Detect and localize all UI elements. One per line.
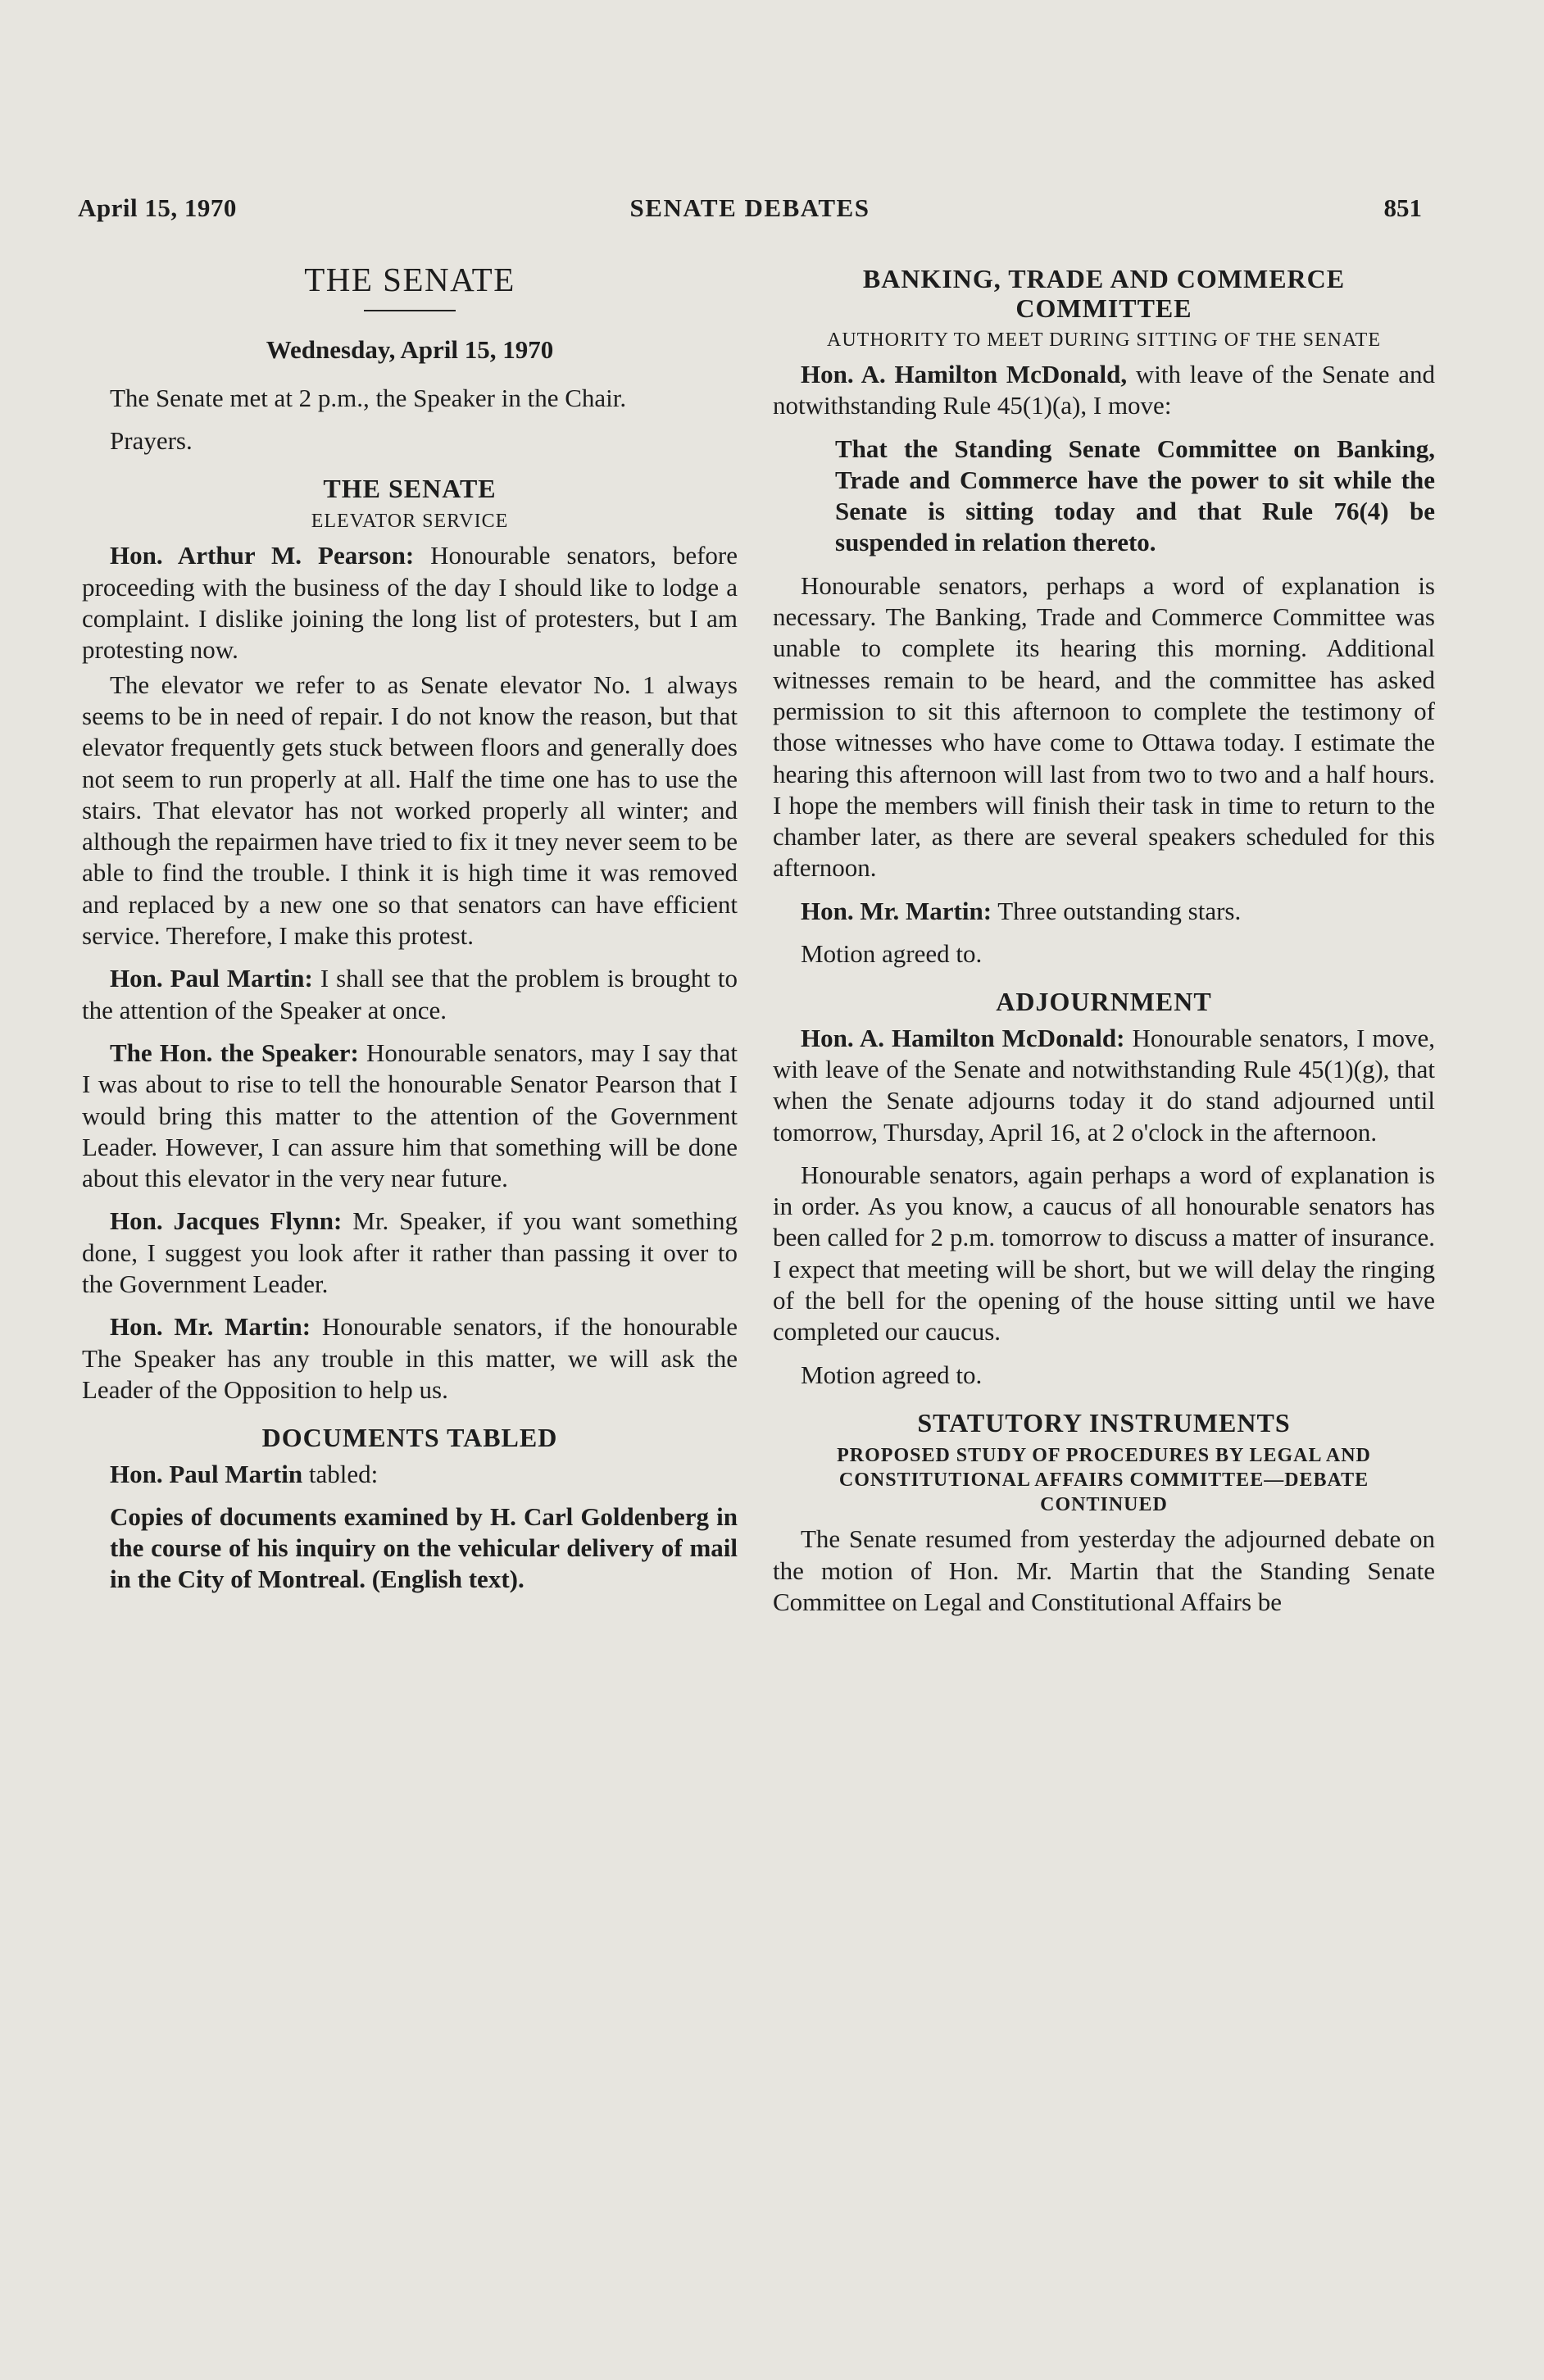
title-rule [364, 310, 456, 311]
section-heading-senate: THE SENATE [323, 474, 497, 504]
right-column [773, 264, 1435, 1629]
header-date: April 15, 1970 [78, 193, 237, 222]
martin-paragraph-1 [82, 963, 738, 1026]
pearson-paragraph [82, 540, 738, 665]
subheading-proposed-study: PROPOSED STUDY OF PROCEDURES BY LEGAL AND CONSTITUTIONAL AFFAIRS COMMITTEE—DEBATE CONTINUED [837, 1445, 1371, 1516]
speaker-name: Hon. Mr. Martin: [110, 1312, 311, 1342]
subheading-elevator: ELEVATOR SERVICE [311, 511, 509, 533]
section-heading-documents: DOCUMENTS TABLED [261, 1423, 558, 1453]
pearson-paragraph-2: The elevator we refer to as Senate elevator No. 1 always seems to be in need of repair. I do not know the reason, but that elevator frequently gets stuck between floors and generally does not seem to run properly at all. Half the time one has to use the stairs. That elevator has not worked properly all winter; and although the repairmen have tried to fix it tney never seem to be able to find the trouble. I think it is high time it was removed and replaced by a new one so that senators can have efficient service. Therefore, I make this protest. [82, 670, 738, 951]
speaker-name: Hon. A. Hamilton McDonald: [801, 1023, 1125, 1052]
section-heading-adjournment: ADJOURNMENT [996, 987, 1212, 1017]
tabled-paragraph [82, 1459, 738, 1490]
flynn-paragraph [82, 1206, 738, 1300]
page-number: 851 [1383, 193, 1422, 222]
speech-text: Honourable senators, before proceeding with the business of the day I should like to lodge a complaint. I dislike joining the long list of protesters, but I am protesting now. [82, 541, 738, 665]
speech-text: Honourable senators, I move, with leave of the Senate and notwithstanding Rule 45(1)(g), that when the Senate adjourns today it do stand adjourned until tomorrow, Thursday, April 16, at 2 o'clock in the afternoon. [773, 1023, 1435, 1147]
senate-met-paragraph: The Senate met at 2 p.m., the Speaker in the Chair. [110, 383, 627, 412]
sitting-date: Wednesday, April 15, 1970 [266, 335, 554, 365]
section-heading-banking: BANKING, TRADE AND COMMERCE COMMITTEE [862, 264, 1346, 323]
speaker-name: Hon. A. Hamilton McDonald, [801, 360, 1128, 388]
speaker-name: Hon. Paul Martin: [110, 964, 313, 993]
speech-text: Three outstanding stars. [992, 896, 1242, 925]
mcdonald-paragraph-3 [773, 1023, 1435, 1148]
section-heading-statutory: STATUTORY INSTRUMENTS [917, 1407, 1291, 1438]
speaker-name: Hon. Paul Martin [110, 1459, 303, 1488]
mcdonald-paragraph-2: Honourable senators, perhaps a word of explanation is necessary. The Banking, Trade and Commerce Committee was unable to complete its hearing this morning. Additional witnesses remain to be heard, and the committee has asked permission to sit this afternoon to complete the testimony of those witnesses who have come to Ottawa today. I estimate the hearing this afternoon will last from two to two and a half hours. I hope the members will finish their task in time to return to the chamber later, as there are several speakers scheduled for this afternoon. [773, 570, 1435, 883]
motion-agreed-1: Motion agreed to. [801, 939, 983, 969]
mcdonald-paragraph-1 [773, 359, 1435, 422]
martin-paragraph-2 [82, 1311, 738, 1406]
mcdonald-paragraph-4: Honourable senators, again perhaps a word of explanation is in order. As you know, a caucus of all honourable senators has been called for 2 p.m. tomorrow to discuss a matter of insurance. I expect that meeting will be short, but we will delay the ringing of the bell for the opening of the house sitting until we have completed our caucus. [773, 1160, 1435, 1347]
speech-text: I shall see that the problem is brought to the attention of the Speaker at once. [82, 964, 738, 1024]
subheading-authority: AUTHORITY TO MEET DURING SITTING OF THE SENATE [827, 329, 1381, 351]
speaker-name: The Hon. the Speaker: [110, 1038, 359, 1067]
tabled-documents-block: Copies of documents examined by H. Carl Goldenberg in the course of his inquiry on the vehicular delivery of mail in the City of Montreal. (English text). [110, 1501, 738, 1594]
martin-paragraph-3 [773, 896, 1435, 927]
speech-text: tabled: [302, 1459, 379, 1488]
header-title: SENATE DEBATES [629, 193, 870, 222]
speaker-name: Hon. Mr. Martin: [801, 896, 992, 925]
main-title: THE SENATE [304, 261, 515, 298]
speaker-paragraph [82, 1038, 738, 1194]
motion-agreed-2: Motion agreed to. [801, 1360, 983, 1389]
speech-text: Honourable senators, may I say that I was about to rise to tell the honourable Senator Pearson that I would bring this matter to the attention of the Government Leader. However, I can assure him that something will be done about this elevator in the very near future. [82, 1038, 738, 1193]
speech-text: Honourable senators, if the honourable The Speaker has any trouble in this matter, we will ask the Leader of the Opposition to help us. [82, 1312, 738, 1404]
page-header [78, 193, 1422, 234]
speech-text: Mr. Speaker, if you want something done, I suggest you look after it rather than passing it over to the Government Leader. [82, 1206, 738, 1299]
speech-text: with leave of the Senate and notwithstanding Rule 45(1)(a), I move: [773, 360, 1435, 420]
prayers-paragraph: Prayers. [110, 425, 193, 455]
speaker-name: Hon. Jacques Flynn: [110, 1206, 343, 1236]
motion-block: That the Standing Senate Committee on Banking, Trade and Commerce have the power to sit while the Senate is sitting today and that Rule 76(4) be suspended in relation thereto. [835, 434, 1435, 557]
speaker-name: Hon. Arthur M. Pearson: [110, 541, 415, 570]
debate-resumed-paragraph: The Senate resumed from yesterday the adjourned debate on the motion of Hon. Mr. Martin that the Standing Senate Committee on Legal and Constitutional Affairs be [773, 1524, 1435, 1616]
left-column [82, 261, 738, 1607]
